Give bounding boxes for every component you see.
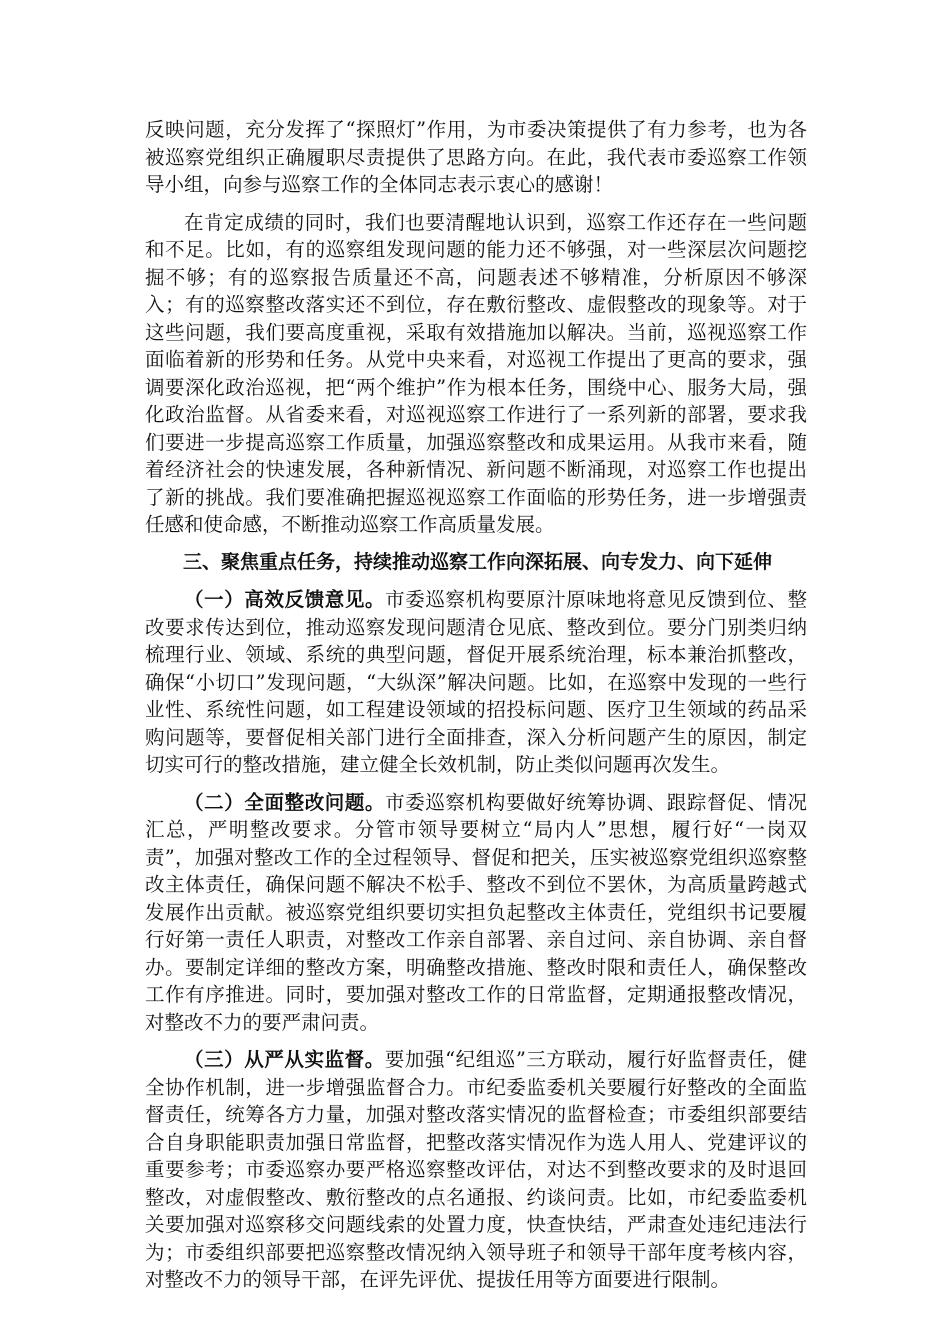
document-page [145,116,807,1304]
paragraph-problems-and-situation: 在肯定成绩的同时，我们也要清醒地认识到，巡察工作还存在一些问题和不足。比如，有的巡察组发现问题的能力还不够强，对一些深层次问题挖掘不够；有的巡察报告质量还不高，问题表述不够精准，分析原因不够深入；有的巡察整改落实还不到位，存在敷衍整改、虚假整改的现象等。对于这些问题，我们要高度重视，采取有效措施加以解决。当前，巡视巡察工作面临着新的形势和任务。从党中央来看，对巡视工作提出了更高的要求，强调要深化政治巡视，把“两个维护”作为根本任务，围绕中心、服务大局，强化政治监督。从省委来看，对巡视巡察工作进行了一系列新的部署，要求我们要进一步提高巡察工作质量，加强巡察整改和成果运用。从我市来看，随着经济社会的快速发展，各种新情况、新问题不断涌现，对巡察工作也提出了新的挑战。我们要准确把握巡视巡察工作面临的形势任务，进一步增强责任感和使命感，不断推动巡察工作高质量发展。 [145,210,807,536]
subsection-rectification-text: 市委巡察机构要做好统筹协调、跟踪督促、情况汇总，严明整改要求。分管市领导要树立“局内人”思想，履行好“一岗双责”，加强对整改工作的全过程领导、督促和把关，压实被巡察党组织巡察整改主体责任，确保问题不解决不松手、整改不到位不罢休，为高质量跨越式发展作出贡献。被巡察党组织要切实担负起整改主体责任，党组织书记要履行好第一责任人职责，对整改工作亲自部署、亲自过问、亲自协调、亲自督办。要制定详细的整改方案，明确整改措施、整改时限和责任人，确保整改工作有序推进。同时，要加强对整改工作的日常监督，定期通报整改情况，对整改不力的要严肃问责。 [145,790,807,1034]
subsection-supervision-text: 要加强“纪组巡”三方联动，履行好监督责任，健全协作机制，进一步增强监督合力。市纪委监委机关要履行好整改的全面监督责任，统筹各方力量，加强对整改落实情况的监督检查；市委组织部要结合自身职能职责加强日常监督，把整改落实情况作为选人用人、党建评议的重要参考；市委巡察办要严格巡察整改评估，对达不到整改要求的及时退回整改，对虚假整改、敷衍整改的点名通报、约谈问责。比如，市纪委监委机关要加强对巡察移交问题线索的处置力度，快查快结，严肃查处违纪违法行为；市委组织部要把巡察整改情况纳入领导班子和领导干部年度考核内容，对整改不力的领导干部，在评先评优、提拔任用等方面要进行限制。 [145,1048,807,1291]
subsection-feedback-title: （一）高效反馈意见。 [184,588,386,611]
subsection-feedback-text: 市委巡察机构要原汁原味地将意见反馈到位、整改要求传达到位，推动巡察发现问题清仓见底、整改到位。要分门别类归纳梳理行业、领域、系统的典型问题，督促开展系统治理，标本兼治抓整改，确保“小切口”发现问题，“大纵深”解决问题。比如，在巡察中发现的一些行业性、系统性问题，如工程建设领域的招投标问题、医疗卫生领域的药品采购问题等，要督促相关部门进行全面排查，深入分析问题产生的原因，制定切实可行的整改措施，建立健全长效机制，防止类似问题再次发生。 [145,588,807,776]
subsection-feedback [145,586,807,779]
section-heading-three: 三、聚焦重点任务，持续推动巡察工作向深拓展、向专发力、向下延伸 [183,550,773,573]
subsection-supervision-title: （三）从严从实监督。 [184,1048,385,1071]
subsection-rectification-title: （二）全面整改问题。 [184,790,386,814]
subsection-rectification [145,789,807,1037]
paragraph-intro-continuation: 反映问题，充分发挥了“探照灯”作用，为市委决策提供了有力参考，也为各被巡察党组织正确履职尽责提供了思路方向。在此，我代表市委巡察工作领导小组，向参与巡察工作的全体同志表示衷心的感谢！ [145,118,807,196]
subsection-supervision [145,1046,807,1294]
